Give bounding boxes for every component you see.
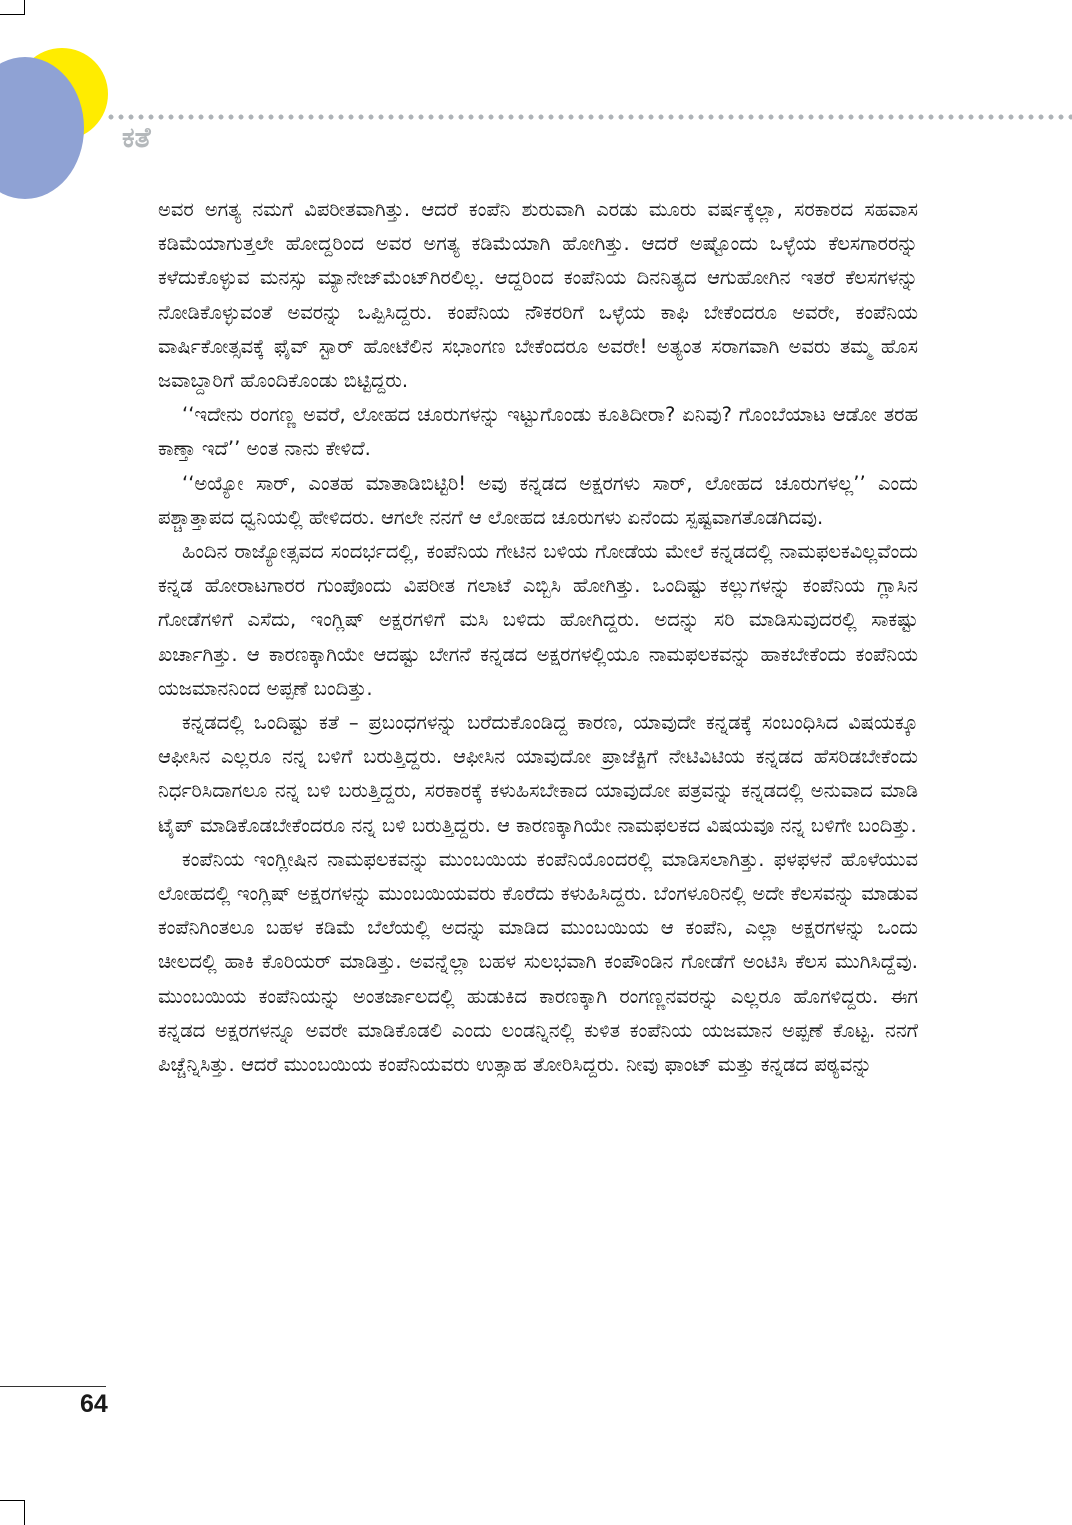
page-number: 64 [80,1390,108,1418]
paragraph: ಅವರ ಅಗತ್ಯ ನಮಗೆ ವಿಪರೀತವಾಗಿತ್ತು. ಆದರೆ ಕಂಪೆನಿ ಶುರುವಾಗಿ ಎರಡು ಮೂರು ವರ್ಷಕ್ಕೆಲ್ಲಾ, ಸರಕಾರದ ಸಹವಾಸ ಕಡಿಮೆಯಾಗುತ್ತಲೇ ಹೋದ್ದರಿಂದ ಅವರ ಅಗತ್ಯ ಕಡಿಮೆಯಾಗಿ ಹೋಗಿತ್ತು. ಆದರೆ ಅಷ್ಟೊಂದು ಒಳ್ಳೆಯ ಕೆಲಸಗಾರರನ್ನು ಕಳೆದುಕೊಳ್ಳುವ ಮನಸ್ಸು ಮ್ಯಾನೇಜ್‌ಮೆಂಟ್‌ಗಿರಲಿಲ್ಲ. ಆದ್ದರಿಂದ ಕಂಪೆನಿಯ ದಿನನಿತ್ಯದ ಆಗುಹೋಗಿನ ಇತರೆ ಕೆಲಸಗಳನ್ನು ನೋಡಿಕೊಳ್ಳುವಂತೆ ಅವರನ್ನು ಒಪ್ಪಿಸಿದ್ದರು. ಕಂಪೆನಿಯ ನೌಕರರಿಗೆ ಒಳ್ಳೆಯ ಕಾಫಿ ಬೇಕೆಂದರೂ ಅವರೇ, ಕಂಪೆನಿಯ ವಾರ್ಷಿಕೋತ್ಸವಕ್ಕೆ ಫೈವ್ ಸ್ಟಾರ್ ಹೋಟೆಲಿನ ಸಭಾಂಗಣ ಬೇಕೆಂದರೂ ಅವರೇ! ಅತ್ಯಂತ ಸರಾಗವಾಗಿ ಅವರು ತಮ್ಮ ಹೊಸ ಜವಾಬ್ದಾರಿಗೆ ಹೊಂದಿಕೊಂಡು ಬಿಟ್ಟಿದ್ದರು. [158,198,918,393]
crop-mark-top-horizontal [0,14,25,15]
footer-rule [0,1386,106,1387]
crop-mark-top-vertical [24,0,25,14]
paragraph: ಹಿಂದಿನ ರಾಜ್ಯೋತ್ಸವದ ಸಂದರ್ಭದಲ್ಲಿ, ಕಂಪೆನಿಯ ಗೇಟಿನ ಬಳಿಯ ಗೋಡೆಯ ಮೇಲೆ ಕನ್ನಡದಲ್ಲಿ ನಾಮಫಲಕವಿಲ್ಲವೆಂದು ಕನ್ನಡ ಹೋರಾಟಗಾರರ ಗುಂಪೊಂದು ವಿಪರೀತ ಗಲಾಟೆ ಎಬ್ಬಿಸಿ ಹೋಗಿತ್ತು. ಒಂದಿಷ್ಟು ಕಲ್ಲುಗಳನ್ನು ಕಂಪೆನಿಯ ಗ್ಲಾಸಿನ ಗೋಡೆಗಳಿಗೆ ಎಸೆದು, ಇಂಗ್ಲಿಷ್ ಅಕ್ಷರಗಳಿಗೆ ಮಸಿ ಬಳಿದು ಹೋಗಿದ್ದರು. ಅದನ್ನು ಸರಿ ಮಾಡಿಸುವುದರಲ್ಲಿ ಸಾಕಷ್ಟು ಖರ್ಚಾಗಿತ್ತು. ಆ ಕಾರಣಕ್ಕಾಗಿಯೇ ಆದಷ್ಟು ಬೇಗನೆ ಕನ್ನಡದ ಅಕ್ಷರಗಳಲ್ಲಿಯೂ ನಾಮಫಲಕವನ್ನು ಹಾಕಬೇಕೆಂದು ಕಂಪೆನಿಯ ಯಜಮಾನನಿಂದ ಅಪ್ಪಣೆ ಬಂದಿತ್ತು. [158,540,918,700]
paragraph: ಕಂಪೆನಿಯ ಇಂಗ್ಲೀಷಿನ ನಾಮಫಲಕವನ್ನು ಮುಂಬಯಿಯ ಕಂಪೆನಿಯೊಂದರಲ್ಲಿ ಮಾಡಿಸಲಾಗಿತ್ತು. ಫಳಫಳನೆ ಹೊಳೆಯುವ ಲೋಹದಲ್ಲಿ ಇಂಗ್ಲಿಷ್ ಅಕ್ಷರಗಳನ್ನು ಮುಂಬಯಿಯವರು ಕೊರೆದು ಕಳುಹಿಸಿದ್ದರು. ಬೆಂಗಳೂರಿನಲ್ಲಿ ಅದೇ ಕೆಲಸವನ್ನು ಮಾಡುವ ಕಂಪೆನಿಗಿಂತಲೂ ಬಹಳ ಕಡಿಮೆ ಬೆಲೆಯಲ್ಲಿ ಅದನ್ನು ಮಾಡಿದ ಮುಂಬಯಿಯ ಆ ಕಂಪೆನಿ, ಎಲ್ಲಾ ಅಕ್ಷರಗಳನ್ನು ಒಂದು ಚೀಲದಲ್ಲಿ ಹಾಕಿ ಕೊರಿಯರ್ ಮಾಡಿತ್ತು. ಅವನ್ನೆಲ್ಲಾ ಬಹಳ ಸುಲಭವಾಗಿ ಕಂಪೌಂಡಿನ ಗೋಡೆಗೆ ಅಂಟಿಸಿ ಕೆಲಸ ಮುಗಿಸಿದ್ದೆವು. ಮುಂಬಯಿಯ ಕಂಪೆನಿಯನ್ನು ಅಂತರ್ಜಾಲದಲ್ಲಿ ಹುಡುಕಿದ ಕಾರಣಕ್ಕಾಗಿ ರಂಗಣ್ಣನವರನ್ನು ಎಲ್ಲರೂ ಹೊಗಳಿದ್ದರು. ಈಗ ಕನ್ನಡದ ಅಕ್ಷರಗಳನ್ನೂ ಅವರೇ ಮಾಡಿಕೊಡಲಿ ಎಂದು ಲಂಡನ್ನಿನಲ್ಲಿ ಕುಳಿತ ಕಂಪೆನಿಯ ಯಜಮಾನ ಅಪ್ಪಣೆ ಕೊಟ್ಟ. ನನಗೆ ಪಿಚ್ಚೆನ್ನಿಸಿತ್ತು. ಆದರೆ ಮುಂಬಯಿಯ ಕಂಪೆನಿಯವರು ಉತ್ಸಾಹ ತೋರಿಸಿದ್ದರು. ನೀವು ಫಾಂಟ್ ಮತ್ತು ಕನ್ನಡದ ಪಠ್ಯವನ್ನು [158,847,918,1077]
crop-mark-bottom-vertical [24,1500,25,1525]
paragraph: ಕನ್ನಡದಲ್ಲಿ ಒಂದಿಷ್ಟು ಕತೆ – ಪ್ರಬಂಧಗಳನ್ನು ಬರೆದುಕೊಂಡಿದ್ದ ಕಾರಣ, ಯಾವುದೇ ಕನ್ನಡಕ್ಕೆ ಸಂಬಂಧಿಸಿದ ವಿಷಯಕ್ಕೂ ಆಫೀಸಿನ ಎಲ್ಲರೂ ನನ್ನ ಬಳಿಗೆ ಬರುತ್ತಿದ್ದರು. ಆಫೀಸಿನ ಯಾವುದೋ ಪ್ರಾಜೆಕ್ಟಿಗೆ ನೇಟಿವಿಟಿಯ ಕನ್ನಡದ ಹೆಸರಿಡಬೇಕೆಂದು ನಿರ್ಧರಿಸಿದಾಗಲೂ ನನ್ನ ಬಳಿ ಬರುತ್ತಿದ್ದರು, ಸರಕಾರಕ್ಕೆ ಕಳುಹಿಸಬೇಕಾದ ಯಾವುದೋ ಪತ್ರವನ್ನು ಕನ್ನಡದಲ್ಲಿ ಅನುವಾದ ಮಾಡಿ ಟೈಪ್ ಮಾಡಿಕೊಡಬೇಕೆಂದರೂ ನನ್ನ ಬಳಿ ಬರುತ್ತಿದ್ದರು. ಆ ಕಾರಣಕ್ಕಾಗಿಯೇ ನಾಮಫಲಕದ ವಿಷಯವೂ ನನ್ನ ಬಳಿಗೇ ಬಂದಿತ್ತು. [158,711,918,837]
dotted-header-rule [106,114,1072,120]
crop-mark-bottom-horizontal [0,1500,25,1501]
paragraph: ‘‘ಇದೇನು ರಂಗಣ್ಣ ಅವರೆ, ಲೋಹದ ಚೂರುಗಳನ್ನು ಇಟ್ಟುಗೊಂಡು ಕೂತಿದೀರಾ? ಏನಿವು? ಗೊಂಬೆಯಾಟ ಆಡೋ ತರಹ ಕಾಣ್ತಾ ಇದೆ’’ ಅಂತ ನಾನು ಕೇಳಿದೆ. [158,403,918,461]
paragraph: ‘‘ಅಯ್ಯೋ ಸಾರ್, ಎಂತಹ ಮಾತಾಡಿಬಿಟ್ಟಿರಿ! ಅವು ಕನ್ನಡದ ಅಕ್ಷರಗಳು ಸಾರ್, ಲೋಹದ ಚೂರುಗಳಲ್ಲ’’ ಎಂದು ಪಶ್ಚಾತ್ತಾಪದ ಧ್ವನಿಯಲ್ಲಿ ಹೇಳಿದರು. ಆಗಲೇ ನನಗೆ ಆ ಲೋಹದ ಚೂರುಗಳು ಏನೆಂದು ಸ್ಪಷ್ಟವಾಗತೊಡಗಿದವು. [158,471,918,529]
section-label: ಕತೆ [122,121,151,154]
article-body [158,193,918,1082]
